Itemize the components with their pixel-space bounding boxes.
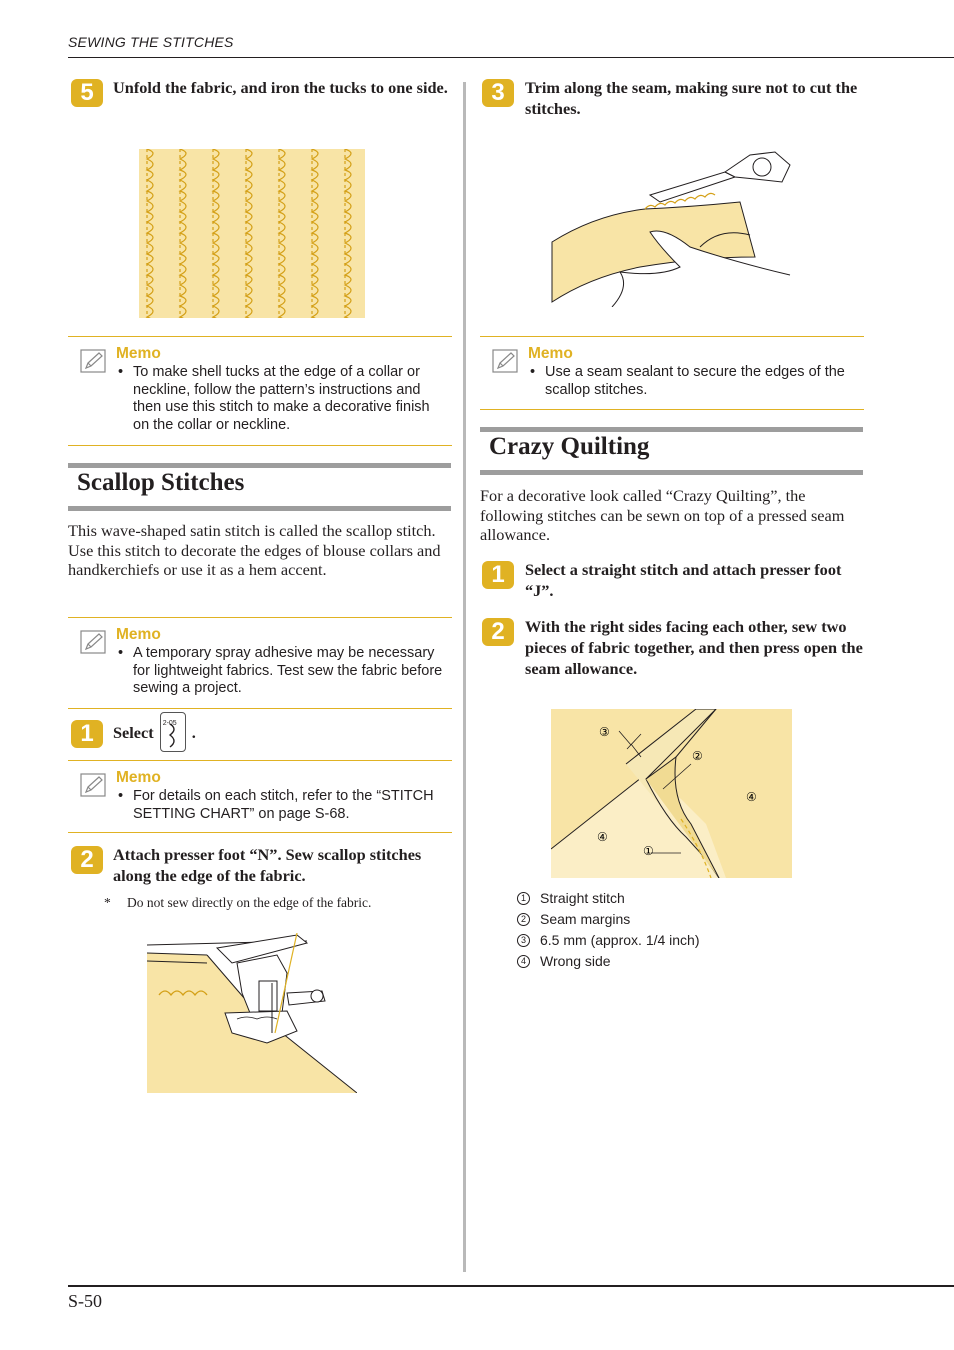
stitch-code: 2-05: [162, 720, 177, 727]
page-number: S-50: [68, 1291, 103, 1311]
memo-item: • For details on each stitch, refer to the “STITCH SETTING CHART” on page S-68.: [118, 788, 448, 823]
header-rule: [68, 57, 954, 58]
presser-foot-illustration: [147, 933, 357, 1093]
step-5-text: Unfold the fabric, and iron the tucks to one side.: [113, 78, 448, 97]
section-heading-crazy-quilting: [480, 427, 863, 475]
step-1-select: [113, 712, 453, 752]
diagram-label-2: ②: [692, 749, 703, 763]
memo-item: • A temporary spray adhesive may be necessary for lightweight fabrics. Test sew the fabric before sewing a project.: [118, 645, 448, 698]
legend-item: 2 Seam margins: [517, 909, 700, 930]
memo-title: Memo: [116, 626, 161, 643]
seam-diagram: [551, 709, 792, 878]
step-badge-5: 5: [71, 79, 103, 107]
memo-pencil-icon: [492, 349, 518, 373]
crazy-quilting-intro: For a decorative look called “Crazy Quilting”, the following stitches can be sewn on top of a pressed seam allowance.: [480, 486, 845, 544]
memo-title: Memo: [116, 345, 161, 362]
memo-pencil-icon: [80, 773, 106, 797]
column-divider: [463, 82, 466, 1272]
step-3-text: Trim along the seam, making sure not to cut the stitches.: [525, 78, 858, 118]
crazy-step-1-text: Select a straight stitch and attach presser foot “J”.: [525, 560, 842, 600]
step-2-text: Attach presser foot “N”. Sew scallop stitches along the edge of the fabric.: [113, 845, 422, 885]
step-badge-2: 2: [71, 846, 103, 874]
header-section-title: SEWING THE STITCHES: [68, 34, 234, 50]
memo-shell-tucks: [68, 336, 452, 446]
memo-pencil-icon: [80, 349, 106, 373]
step-badge-1: 1: [71, 720, 103, 748]
step-1-period: .: [191, 722, 196, 742]
section-title: Crazy Quilting: [489, 433, 650, 460]
section-title: Scallop Stitches: [77, 469, 245, 496]
step-badge-2b: 2: [482, 618, 514, 646]
memo-spray-adhesive: [68, 617, 452, 709]
crazy-step-2-text: With the right sides facing each other, sew two pieces of fabric together, and then press open the seam allowance.: [525, 617, 863, 678]
note-text: Do not sew directly on the edge of the fabric.: [127, 895, 372, 910]
footer-rule: [68, 1285, 954, 1287]
section-heading-scallop: [68, 463, 451, 511]
trimming-seam-illustration: [550, 147, 795, 307]
memo-item: • To make shell tucks at the edge of a collar or neckline, follow the pattern’s instructions and then use this stitch to make a decorative finish on the collar or neckline.: [118, 364, 448, 434]
step-1-text: Select: [113, 722, 154, 742]
shell-tucks-illustration: [139, 149, 365, 318]
diagram-label-1: ①: [643, 844, 654, 858]
scallop-stitch-key[interactable]: [160, 712, 186, 752]
memo-title: Memo: [116, 769, 161, 786]
legend-item: 4 Wrong side: [517, 951, 700, 972]
memo-title: Memo: [528, 345, 573, 362]
memo-stitch-chart: [68, 760, 452, 833]
diagram-label-4-right: ④: [746, 790, 757, 804]
memo-pencil-icon: [80, 630, 106, 654]
legend-item: 3 6.5 mm (approx. 1/4 inch): [517, 930, 700, 951]
note-marker: *: [104, 895, 111, 910]
diagram-label-3: ③: [599, 725, 610, 739]
step-badge-1b: 1: [482, 561, 514, 589]
diagram-legend: [517, 888, 700, 972]
scallop-stitch-icon: [166, 723, 180, 749]
scallop-intro-paragraph: This wave-shaped satin stitch is called the scallop stitch. Use this stitch to decorate the edges of blouse collars and handkerchiefs or use it as a hem accent.: [68, 521, 441, 579]
legend-item: 1 Straight stitch: [517, 888, 700, 909]
diagram-label-4-left: ④: [597, 830, 608, 844]
memo-seam-sealant: [480, 336, 864, 410]
memo-item: • Use a seam sealant to secure the edges of the scallop stitches.: [530, 364, 860, 399]
step-badge-3: 3: [482, 79, 514, 107]
